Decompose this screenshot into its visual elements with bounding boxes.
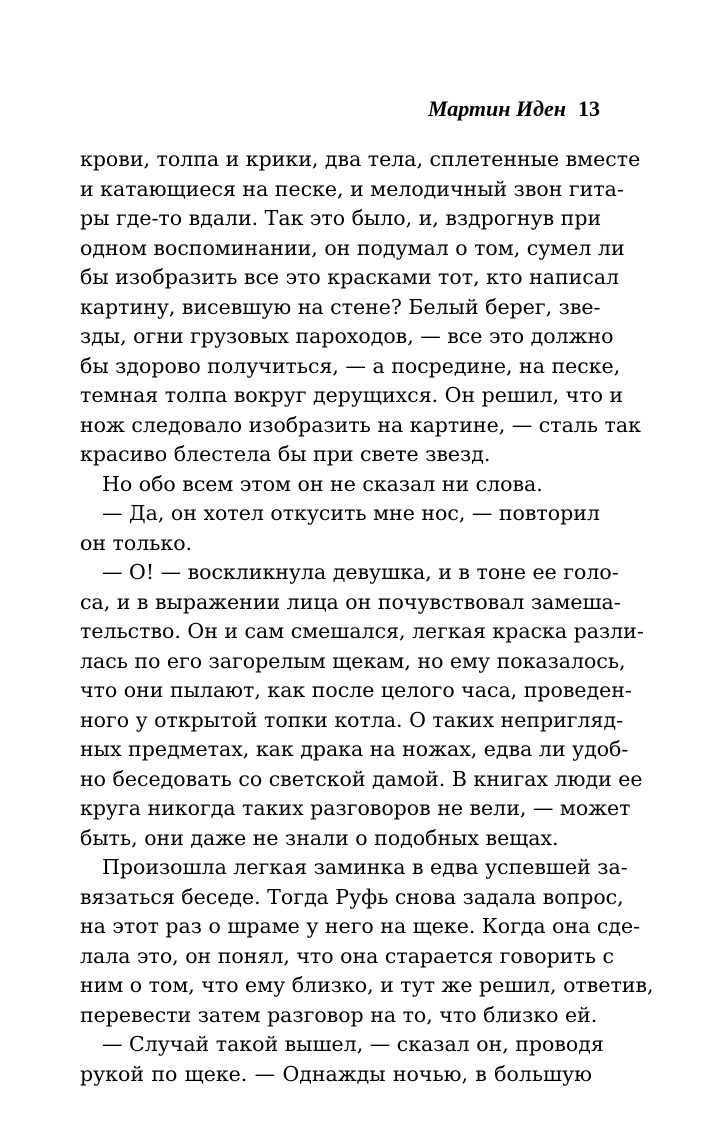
text-line: са, и в выражении лица он почувствовал замеша- [80, 589, 621, 614]
text-line: тельство. Он и сам смешался, легкая краска разли- [80, 619, 644, 643]
page-number: 13 [578, 96, 600, 121]
text-line: одном воспоминании, он подумал о том, сумел ли [80, 235, 625, 260]
text-line: и катающиеся на песке, и мелодичный звон гита- [80, 176, 624, 201]
text-line: бы изобразить все это красками тот, кто написал [80, 265, 620, 289]
text-line: на этот раз о шраме у него на щеке. Когда она сде- [80, 914, 641, 938]
text-line: ных предметах, как драка на ножах, едва ли удоб- [80, 737, 629, 761]
text-line: Но обо всем этом он не сказал ни слова. [102, 471, 543, 496]
text-line: вязаться беседе. Тогда Руфь снова задала вопрос, [80, 884, 624, 909]
text-line: бы здорово получиться, — а посредине, на песке, [80, 353, 621, 378]
text-line: — Да, он хотел откусить мне нос, — повторил [102, 501, 600, 525]
text-line: зды, огни грузовых пароходов, — все это должно [80, 324, 614, 348]
text-line: Произошла легкая заминка в едва успевшей за- [102, 855, 628, 879]
text-line: нож следовало изобразить на картине, — сталь так [80, 412, 641, 437]
text-line: — О! — воскликнула девушка, и в тоне ее голо- [102, 560, 619, 584]
running-header [0, 96, 709, 126]
text-line: но беседовать со светской дамой. В книгах люди ее [80, 766, 643, 791]
text-line: он только. [80, 530, 193, 555]
body-text [80, 145, 654, 1089]
text-line: — Случай такой вышел, — сказал он, проводя [102, 1032, 604, 1056]
text-line: темная толпа вокруг дерущихся. Он решил, что и [80, 383, 624, 407]
text-line: лась по его загорелым щекам, но ему показалось, [80, 648, 626, 673]
text-line: ного у открытой топки котла. О таких непригляд- [80, 707, 624, 732]
text-line: перевести затем разговор на то, что близко ей. [80, 1002, 598, 1027]
text-line: ним о том, что ему близко, и тут же решил, ответив, [80, 973, 654, 997]
text-line: рукой по щеке. — Однажды ночью, в большую [80, 1061, 592, 1086]
text-line: ры где-то вдали. Так это было, и, вздрогнув при [80, 206, 602, 230]
text-line: что они пылают, как после целого часа, проведен- [80, 678, 632, 702]
book-title: Мартин Иден [427, 96, 566, 121]
text-line: крови, толпа и крики, два тела, сплетенные вместе [80, 147, 641, 171]
text-line: круга никогда таких разговоров не вели, — может [80, 796, 631, 820]
text-line: быть, они даже не знали о подобных вещах. [80, 825, 559, 850]
text-line: лала это, он понял, что она старается говорить с [80, 943, 614, 968]
text-line: картину, висевшую на стене? Белый берег, зве- [80, 294, 601, 319]
text-line: красиво блестела бы при свете звезд. [80, 442, 491, 466]
